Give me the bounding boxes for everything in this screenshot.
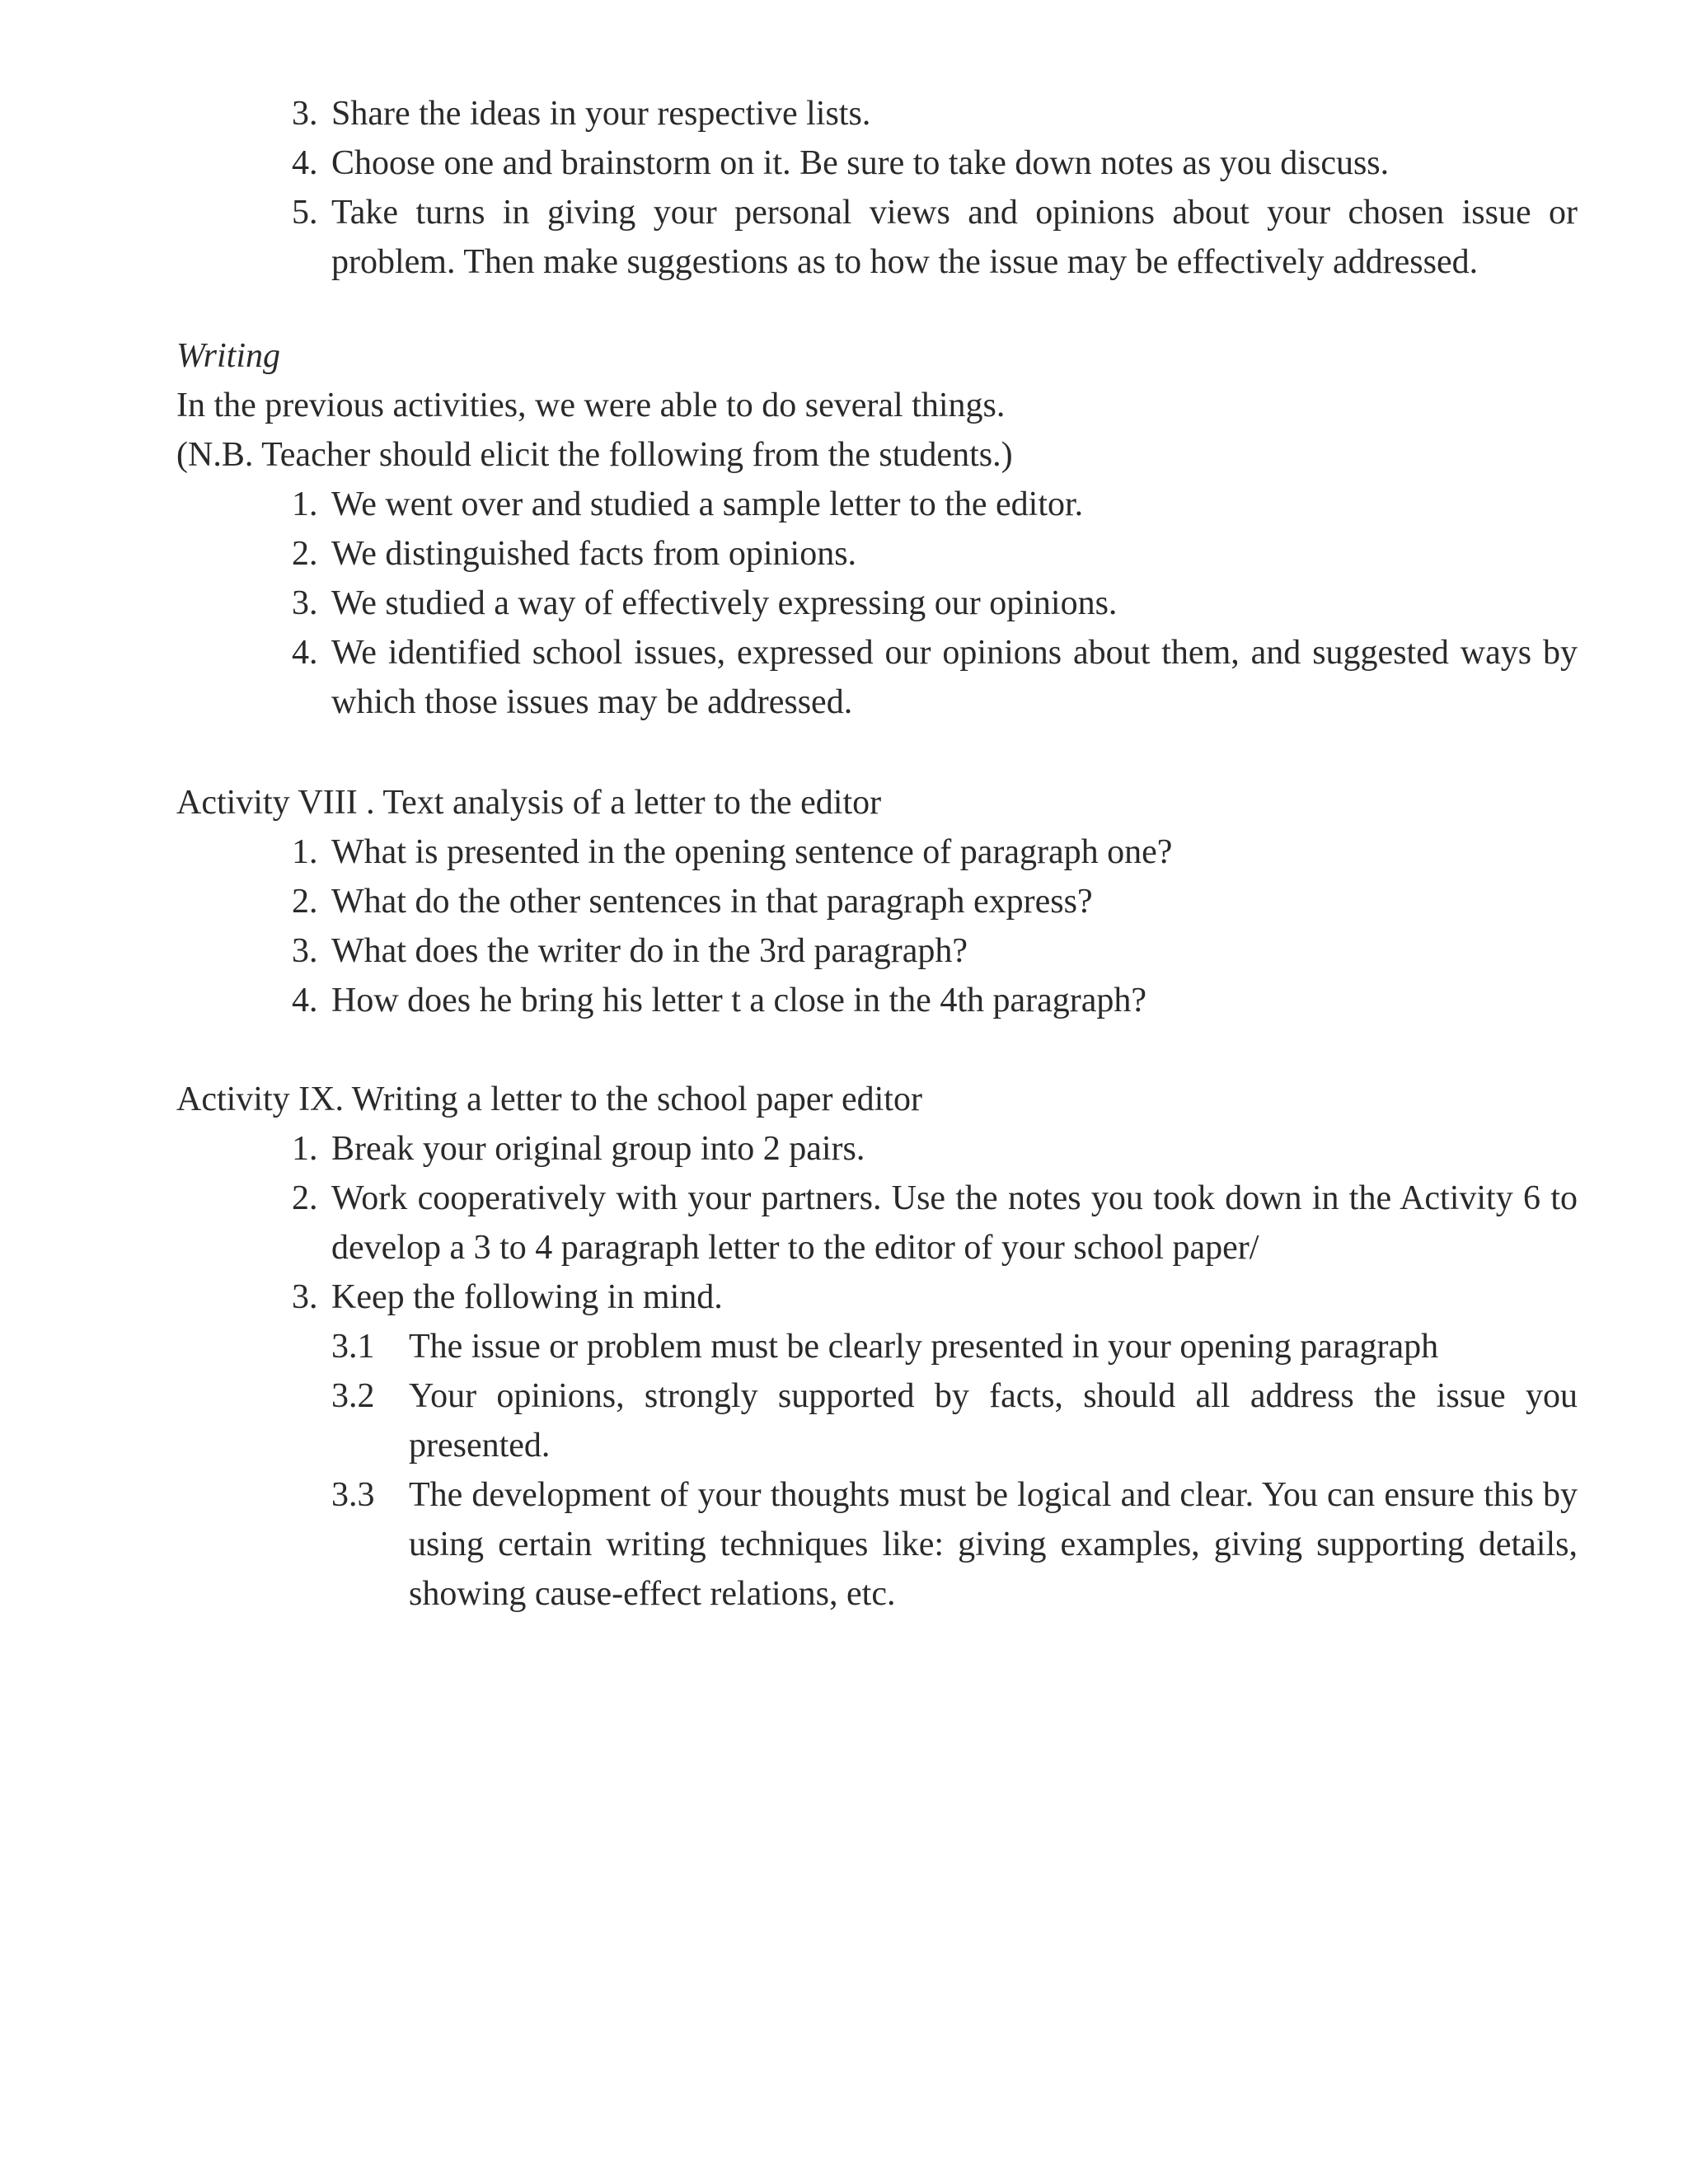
list-text: Choose one and brainstorm on it. Be sure to take down notes as you discuss. [331, 144, 1390, 182]
list-text: Take turns in giving your personal views and opinions about your chosen issue or problem. Then make suggestions as to how the issue may be effectively addressed. [331, 194, 1578, 281]
list-item [176, 188, 1578, 287]
sub-list-number: 3.1 [331, 1328, 375, 1366]
list-text: We identified school issues, expressed our opinions about them, and suggested ways by which those issues may be addressed. [331, 634, 1578, 721]
list-number: 5. [292, 194, 318, 232]
list-number: 1. [292, 1130, 318, 1168]
list-item [176, 628, 1578, 727]
activity-8-heading: Activity VIII . Text analysis of a letter to the editor [176, 784, 882, 822]
writing-intro: In the previous activities, we were able to do several things. [176, 387, 1006, 424]
teacher-note: (N.B. Teacher should elicit the following from the students.) [176, 436, 1013, 474]
list-item [176, 138, 1578, 188]
list-item [176, 827, 1578, 877]
top-list [176, 89, 1578, 287]
list-item [176, 1124, 1578, 1174]
list-item [176, 1174, 1578, 1272]
list-number: 3. [292, 1278, 318, 1316]
list-text: Break your original group into 2 pairs. [331, 1130, 865, 1168]
list-number: 4. [292, 634, 318, 672]
list-text: We distinguished facts from opinions. [331, 535, 857, 573]
list-number: 2. [292, 535, 318, 573]
list-number: 4. [292, 144, 318, 182]
list-item [176, 926, 1578, 976]
list-text: Keep the following in mind. [331, 1278, 723, 1316]
sub-list-text: The development of your thoughts must be logical and clear. You can ensure this by using certain writing techniques like: giving examples, giving supporting details, showing cause-effect relations, etc. [409, 1476, 1578, 1613]
list-item [176, 1272, 1578, 1322]
list-number: 1. [292, 485, 318, 523]
sub-list-text: The issue or problem must be clearly presented in your opening paragraph [409, 1328, 1439, 1366]
list-number: 2. [292, 1179, 318, 1217]
sub-list-item [176, 1470, 1578, 1619]
list-text: What does the writer do in the 3rd paragraph? [331, 932, 968, 970]
list-item [176, 89, 1578, 138]
list-text: We studied a way of effectively expressing our opinions. [331, 584, 1118, 622]
list-text: How does he bring his letter t a close in the 4th paragraph? [331, 982, 1147, 1019]
activity-9-heading: Activity IX. Writing a letter to the school paper editor [176, 1080, 922, 1118]
list-item [176, 579, 1578, 628]
sub-list-item [176, 1322, 1578, 1371]
list-number: 1. [292, 833, 318, 871]
sub-list-number: 3.3 [331, 1476, 375, 1514]
list-item [176, 529, 1578, 579]
list-number: 3. [292, 932, 318, 970]
list-text: What is presented in the opening sentence of paragraph one? [331, 833, 1173, 871]
list-number: 3. [292, 95, 318, 133]
list-text: Share the ideas in your respective lists. [331, 95, 871, 133]
list-text: We went over and studied a sample letter to the editor. [331, 485, 1084, 523]
activity-8-section [176, 778, 1578, 1025]
list-number: 3. [292, 584, 318, 622]
list-number: 2. [292, 883, 318, 921]
sub-list-text: Your opinions, strongly supported by facts, should all address the issue you presented. [409, 1377, 1578, 1465]
list-number: 4. [292, 982, 318, 1019]
list-text: Work cooperatively with your partners. Use the notes you took down in the Activity 6 to develop a 3 to 4 paragraph letter to the editor of your school paper/ [331, 1179, 1578, 1267]
list-item [176, 976, 1578, 1025]
list-item [176, 877, 1578, 926]
sub-list-item [176, 1371, 1578, 1470]
writing-section [176, 331, 1578, 727]
writing-heading: Writing [176, 337, 281, 375]
list-item [176, 480, 1578, 529]
sub-list-number: 3.2 [331, 1377, 375, 1415]
list-text: What do the other sentences in that paragraph express? [331, 883, 1093, 921]
activity-9-section [176, 1075, 1578, 1619]
